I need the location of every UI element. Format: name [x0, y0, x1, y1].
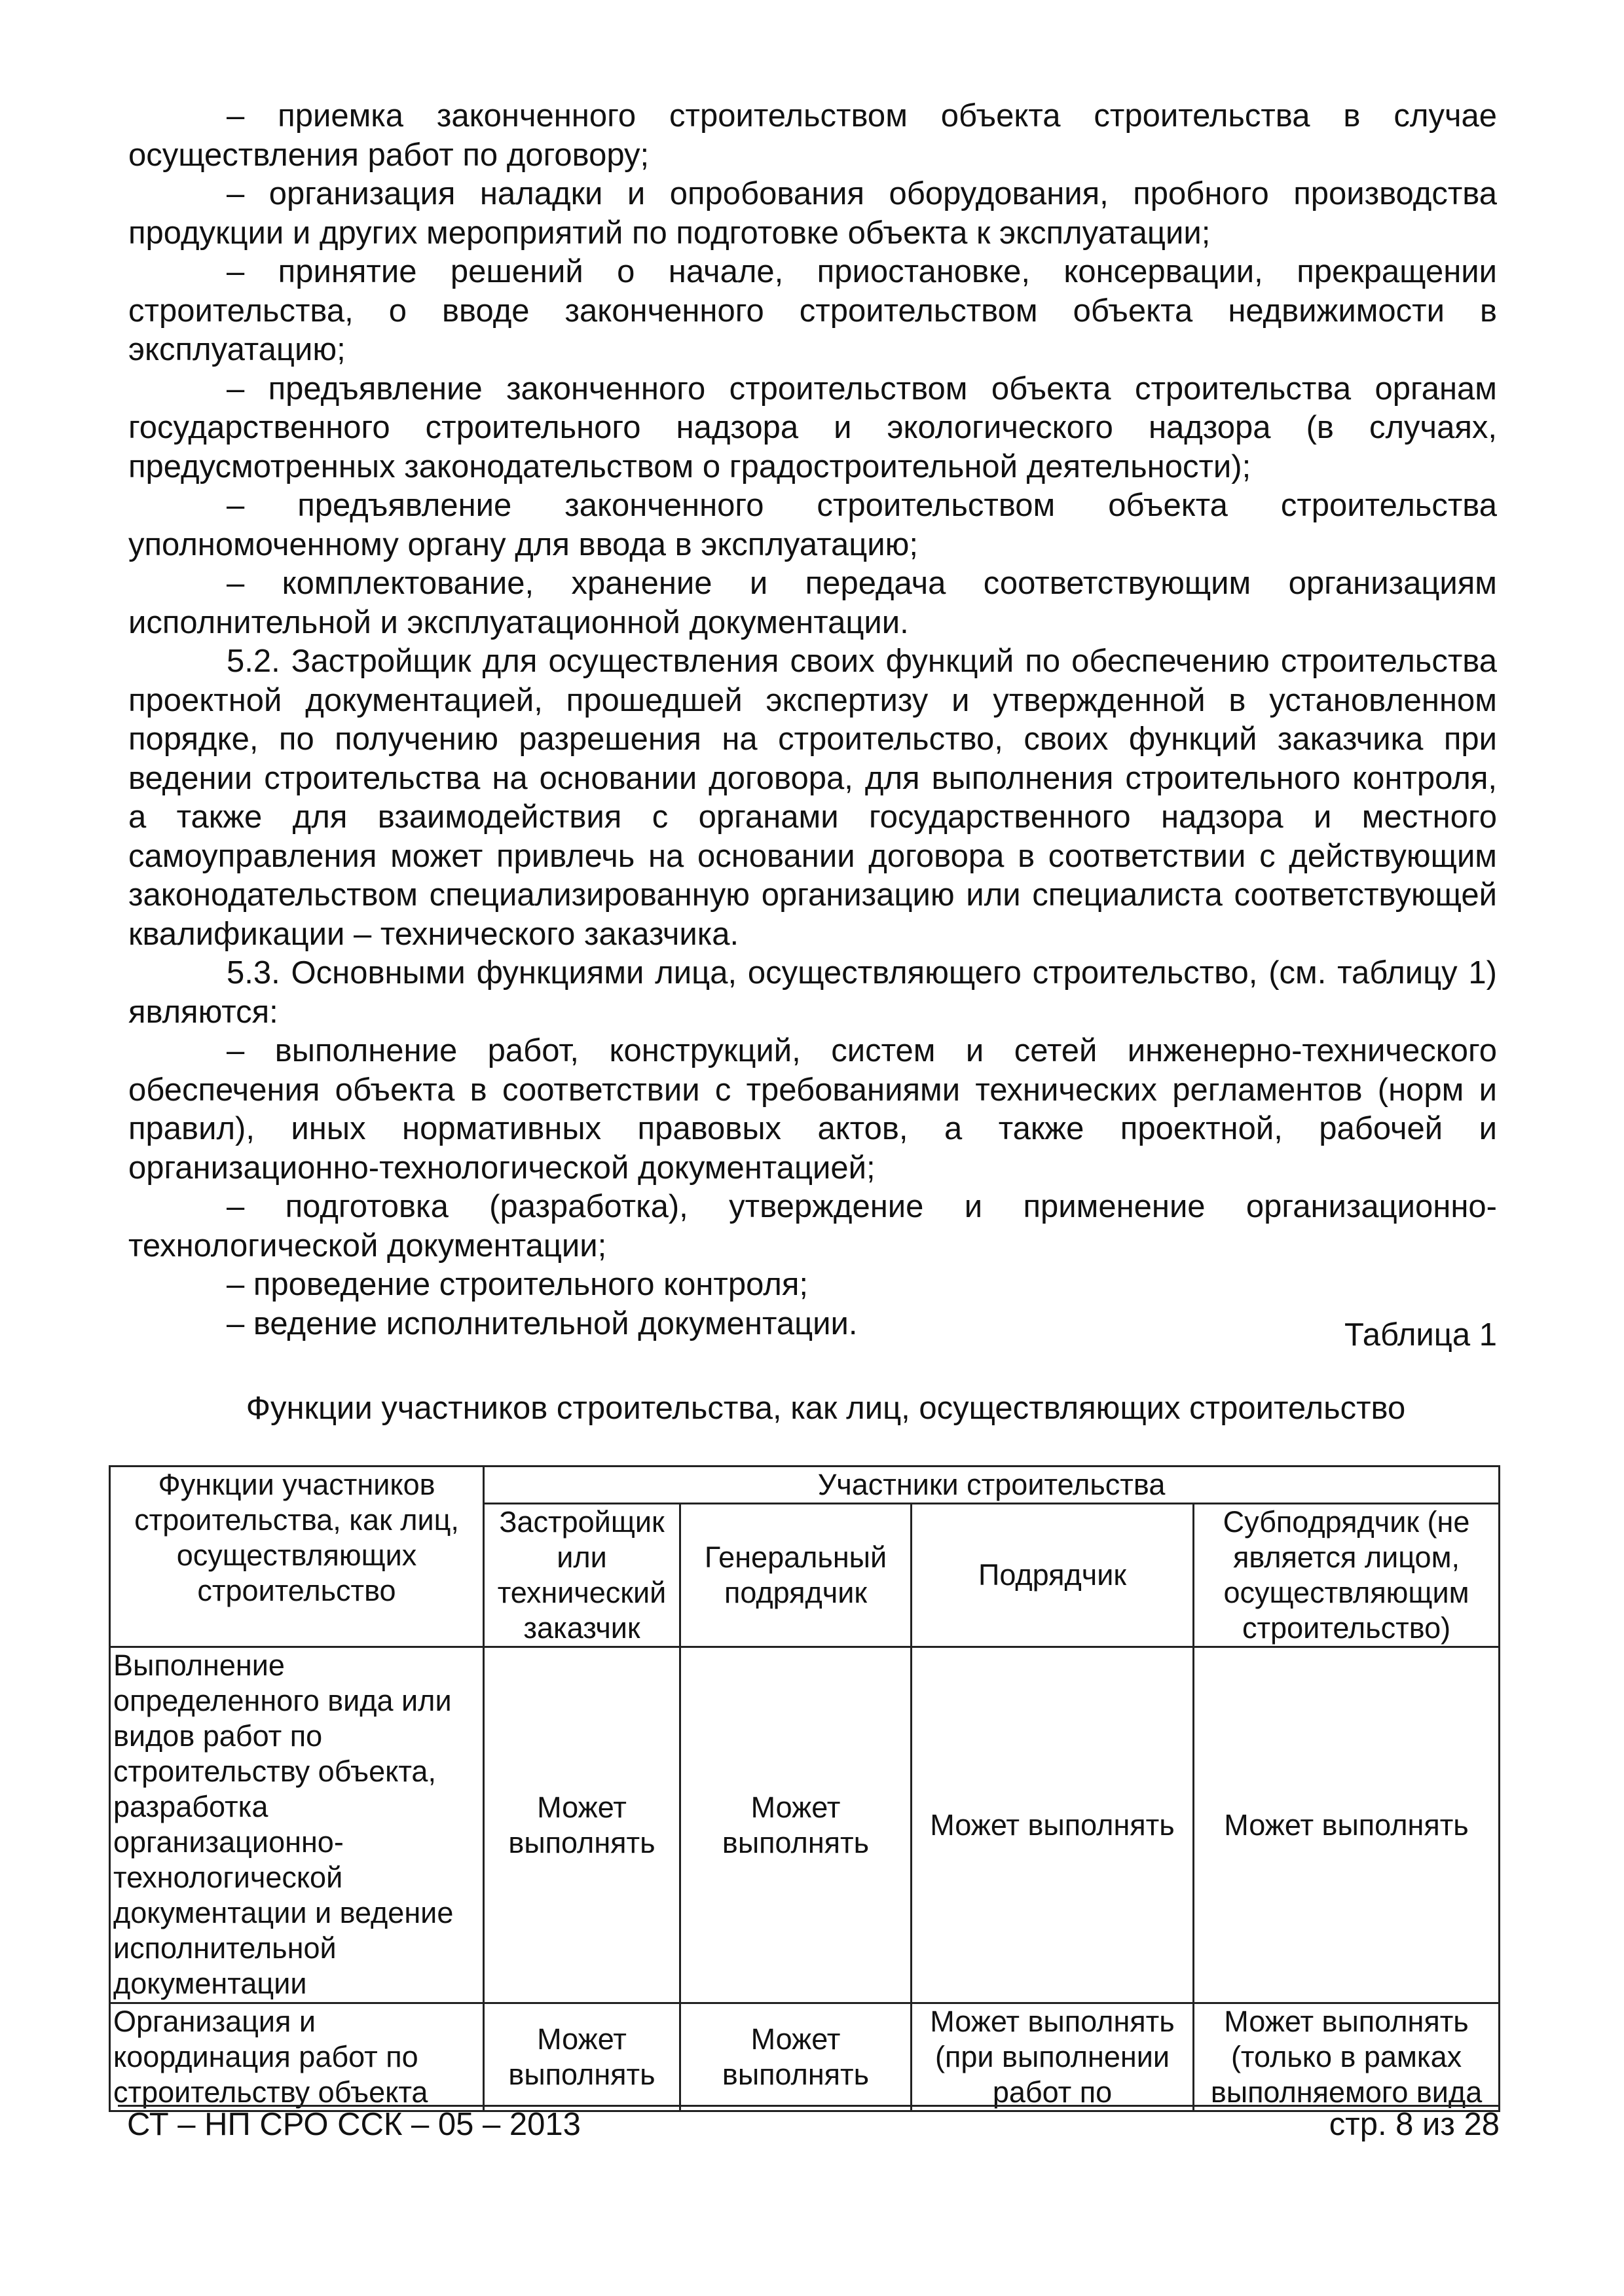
paragraph: – выполнение работ, конструкций, систем и сетей инженерно-технического обеспечения объекта в соответствии с требованиями технических регламентов (норм и правил), иных нормативных правовых актов, а также проектной, рабочей и организационно-технологической документацией;	[128, 1033, 1497, 1186]
header-participants: Участники строительства	[484, 1467, 1500, 1504]
table-header-row	[110, 1467, 1500, 1504]
table-cell: Может выполнять	[680, 2003, 912, 2111]
table-cell: Может выполнять	[484, 1647, 680, 2003]
row-function: Выполнение определенного вида или видов работ по строительству объекта, разработка организационно-технологической документации и ведение исполнительной документации	[110, 1647, 484, 2003]
paragraph: – подготовка (разработка), утверждение и применение организационно-технологической документации;	[128, 1189, 1497, 1264]
paragraph: – комплектование, хранение и передача соответствующим организациям исполнительной и эксплуатационной документации.	[128, 566, 1497, 640]
header-developer: Застройщик или технический заказчик	[484, 1504, 680, 1647]
table-cell: Может выполнять (при выполнении работ по	[912, 2003, 1194, 2111]
paragraph: – ведение исполнительной документации.	[227, 1305, 858, 1341]
row-function: Организация и координация работ по строительству объекта	[110, 2003, 484, 2111]
header-general-contractor: Генеральный подрядчик	[680, 1504, 912, 1647]
table-cell: Может выполнять	[484, 2003, 680, 2111]
page-footer	[118, 2105, 1500, 2142]
paragraph: – проведение строительного контроля;	[227, 1267, 809, 1302]
table-title: Функции участников строительства, как лиц, осуществляющих строительство	[246, 1391, 1406, 1426]
table-cell: Может выполнять	[1194, 1647, 1500, 2003]
paragraph: – принятие решений о начале, приостановке, консервации, прекращении строительства, о вводе законченного строительством объекта недвижимости в эксплуатацию;	[128, 254, 1497, 367]
functions-table	[109, 1465, 1500, 2112]
table-cell: Может выполнять	[680, 1647, 912, 2003]
table-cell: Может выполнять (только в рамках выполняемого вида	[1194, 2003, 1500, 2111]
paragraph: – приемка законченного строительством объекта строительства в случае осуществления работ по договору;	[128, 98, 1497, 173]
paragraph-5-3: 5.3. Основными функциями лица, осуществляющего строительство, (см. таблицу 1) являются:	[128, 955, 1497, 1030]
paragraph: – предъявление законченного строительством объекта строительства органам государственного строительного надзора и экологического надзора (в случаях, предусмотренных законодательством о градостроительной деятельности);	[128, 371, 1497, 484]
body-text	[128, 97, 1497, 1343]
table-label: Таблица 1	[1344, 1317, 1497, 1353]
table-row	[110, 2003, 1500, 2111]
document-code: СТ – НП СРО ССК – 05 – 2013	[127, 2107, 581, 2142]
paragraph: – предъявление законченного строительством объекта строительства уполномоченному органу для ввода в эксплуатацию;	[128, 488, 1497, 562]
header-functions: Функции участников строительства, как лиц, осуществляющих строительство	[110, 1467, 484, 1647]
table-row	[110, 1647, 1500, 2003]
paragraph: – организация наладки и опробования оборудования, пробного производства продукции и других мероприятий по подготовке объекта к эксплуатации;	[128, 176, 1497, 251]
table-cell: Может выполнять	[912, 1647, 1194, 2003]
header-contractor: Подрядчик	[912, 1504, 1194, 1647]
header-subcontractor: Субподрядчик (не является лицом, осуществляющим строительство)	[1194, 1504, 1500, 1647]
page-number: стр. 8 из 28	[1329, 2107, 1500, 2142]
paragraph-5-2: 5.2. Застройщик для осуществления своих функций по обеспечению строительства проектной документацией, прошедшей экспертизу и утвержденной в установленном порядке, по получению разрешения на строительство, своих функций заказчика при ведении строительства на основании договора, для выполнения строительного контроля, а также для взаимодействия с органами государственного надзора и местного самоуправления может привлечь на основании договора в соответствии с действующим законодательством специализированную организацию или специалиста соответствующей квалификации – технического заказчика.	[128, 644, 1497, 952]
